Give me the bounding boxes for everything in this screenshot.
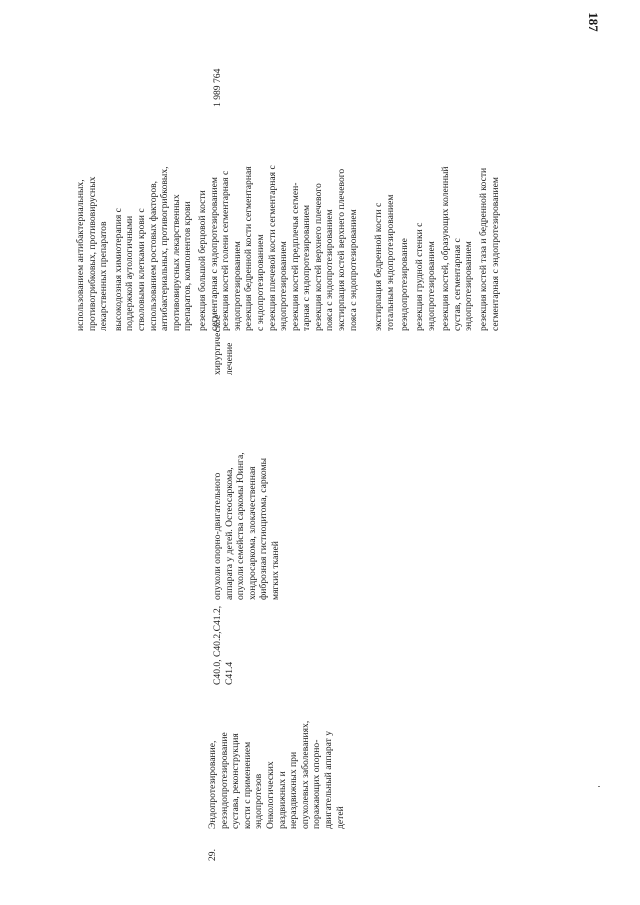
method-line: резекция костей предплечья сегмен- bbox=[289, 182, 301, 331]
name-line: детей bbox=[334, 806, 346, 829]
method-line: резекция бедренной кости сегментарная bbox=[243, 166, 255, 331]
name-line: Эндопротезирование, bbox=[207, 740, 218, 829]
page-number: 187 bbox=[585, 12, 601, 32]
method-line: противовирусных лекарственных bbox=[170, 194, 182, 331]
name-line: нераздвижных при bbox=[288, 751, 300, 829]
method-line: сегментарная с эндопротезированием bbox=[489, 176, 501, 331]
name-line: раздвижных и bbox=[276, 771, 288, 829]
name-line: резэндопротезирование bbox=[218, 732, 230, 829]
method-line: пояса с эндопротезированием bbox=[324, 209, 336, 331]
method-line: резекция плечевой кости сегментарная с bbox=[266, 165, 278, 331]
method-line: тарная с эндопротезированием bbox=[301, 204, 313, 331]
method-line: поддержкой аутологичными bbox=[124, 215, 136, 331]
scan-mark bbox=[598, 786, 600, 787]
treatment-line: лечение bbox=[223, 342, 235, 375]
method-line: высокодозная химиотерапия с bbox=[112, 208, 124, 331]
method-line: экстирпация костей верхнего плечевого bbox=[336, 168, 348, 331]
name-line: сустава, реконструкция bbox=[230, 733, 242, 829]
method-line: тотальным эндопротезированием bbox=[384, 194, 396, 331]
model-line: хондросаркома, злокачественная bbox=[246, 466, 258, 600]
method-line: резекция костей таза и бедренной кости bbox=[478, 167, 489, 331]
name-line: кости с применением bbox=[241, 741, 253, 829]
method-line: сегментарная с эндопротезированием bbox=[208, 176, 220, 331]
model-line: мягких тканей bbox=[269, 541, 281, 600]
model-line: опухоли семейства саркомы Юинга, bbox=[235, 452, 247, 600]
codes-line: C40.0, C40.2,C41.2, bbox=[212, 605, 223, 685]
method-line: использованием ростовых факторов, bbox=[147, 180, 159, 331]
method-line: стволовыми клетками крови с bbox=[135, 208, 147, 331]
name-line: Онкологических bbox=[264, 761, 276, 829]
method-line: с эндопротезированием bbox=[254, 234, 266, 331]
method-line: пояса с эндопротезированием bbox=[347, 209, 359, 331]
name-line: эндопротезов bbox=[253, 773, 265, 829]
treatment-methods bbox=[75, 0, 501, 331]
treatment-line: хирургическое bbox=[212, 314, 223, 375]
method-line: лекарственных препаратов bbox=[98, 221, 110, 331]
method-line: эндопротезированием bbox=[425, 241, 437, 331]
model-line: фиброзная гистиоцитома, саркомы bbox=[258, 457, 270, 600]
method-line: эндопротезированием bbox=[463, 241, 475, 331]
method-line: использованием антибактериальных, bbox=[75, 179, 86, 331]
method-line: резекция большой берцовой кости bbox=[196, 190, 208, 331]
name-line: опухолевых заболеваниях, bbox=[299, 720, 311, 829]
row-number: 29. bbox=[207, 849, 218, 861]
method-line: эндопротезированием bbox=[231, 241, 243, 331]
method-line: сустав, сегментарная с bbox=[451, 238, 463, 331]
model-line: аппарата у детей. Остеосаркома, bbox=[223, 467, 235, 600]
name-line: двигательный аппарат у bbox=[322, 730, 334, 829]
codes-line: C41.4 bbox=[223, 661, 235, 685]
method-line: резекция костей верхнего плечевого bbox=[312, 183, 324, 331]
method-line: эндопротезированием bbox=[278, 241, 290, 331]
method-line: противогрибковых, противовирусных bbox=[86, 176, 98, 331]
method-line: препаратов, компонентов крови bbox=[182, 201, 194, 331]
name-line: поражающих опорно- bbox=[311, 739, 323, 829]
method-line: резекция костей голени сегментарная с bbox=[220, 170, 232, 331]
method-line: резекция грудной стенки с bbox=[414, 222, 426, 331]
method-line: резекция костей, образующих коленный bbox=[440, 166, 452, 331]
method-line: экстирпация бедренной кости с bbox=[373, 202, 385, 331]
model-line: опухоли опорно-двигательного bbox=[212, 472, 223, 600]
method-line: антибактериальных, противогрибковых, bbox=[159, 166, 171, 331]
method-line: реэндопротезирование bbox=[399, 238, 411, 331]
cost-value: 1 989 764 bbox=[212, 68, 223, 107]
